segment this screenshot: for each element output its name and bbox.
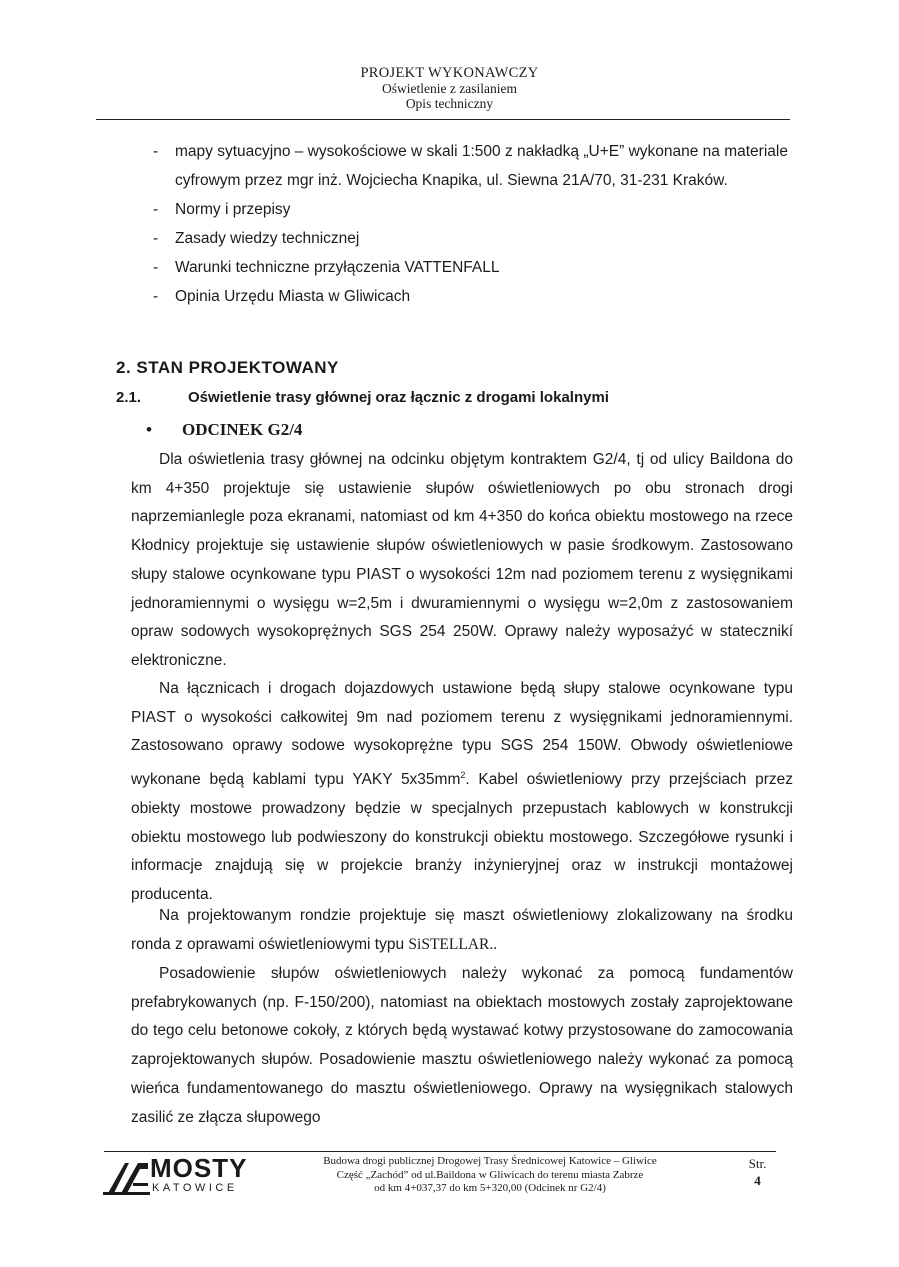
subsection-title: Oświetlenie trasy głównej oraz łącznic z drogami lokalnymi — [188, 389, 609, 406]
bullet-dot: • — [146, 420, 152, 439]
dash-marker: - — [153, 143, 159, 160]
dash-marker: - — [153, 230, 159, 247]
segment-heading — [146, 420, 302, 440]
footer-line: od km 4+037,37 do km 5+320,00 (Odcinek nr G2/4) — [374, 1182, 606, 1194]
footer-rule — [104, 1151, 776, 1152]
logo-city: KATOWICE — [152, 1182, 238, 1194]
paragraph-text: . Kabel oświetleniowy przy przejściach przez obiekty mostowe prowadzony będzie w specjalnych przepustach kablowych w konstrukcji obiektu mostowego lub podwieszony do konstrukcji obiektu mostowego. Szczegółowe rysunki i informacje znajdują się w projekcie branży inżynieryjnej oraz w instrukcji montażowej producenta. — [131, 771, 793, 904]
footer-line: Część „Zachód” od ul.Baildona w Gliwicach do terenu miasta Zabrze — [336, 1168, 644, 1181]
dash-marker: - — [153, 288, 159, 305]
header-subject: Oświetlenie z zasilaniem — [382, 81, 517, 96]
list-item-text: Warunki techniczne przyłączenia VATTENFALL — [175, 259, 500, 276]
list-item-text: Zasady wiedzy technicznej — [175, 230, 360, 247]
paragraph — [131, 960, 793, 1132]
subsection-heading — [116, 389, 609, 406]
product-name: SiSTELLAR.. — [408, 935, 498, 953]
dash-marker: - — [153, 259, 159, 276]
paragraph — [131, 446, 793, 676]
list-item — [150, 224, 790, 253]
page-label: Str. — [748, 1156, 767, 1171]
list-item — [150, 195, 790, 224]
list-item — [150, 282, 790, 311]
header-project: PROJEKT WYKONAWCZY — [360, 65, 539, 81]
page-number: 4 — [754, 1173, 761, 1188]
list-item-text: mapy sytuacyjno – wysokościowe w skali 1:500 z nakładką „U+E” wykonane na materiale cyfrowym przez mgr inż. Wojciecha Knapika, ul. Siewna 21A/70, 31-231 Kraków. — [175, 143, 788, 189]
paragraph-text: Na projektowanym rondzie projektuje się maszt oświetleniowy zlokalizowany na środku ronda z oprawami oświetleniowymi typu — [131, 907, 793, 953]
dash-marker: - — [153, 201, 159, 218]
paragraph-text: Posadowienie słupów oświetleniowych należy wykonać za pomocą fundamentów prefabrykowanych (np. F-150/200), natomiast na obiektach mostowych zostały zaprojektowane do tego celu betonowe cokoły, z których będą wystawać kotwy przystosowane do zamocowania zaprojektowanych słupów. Posadowienie masztu oświetleniowego należy wykonać za pomocą wieńca fundamentowanego do masztu oświetleniowego. Oprawy na wysięgnikach stalowych zasilić ze złącza słupowego — [131, 965, 793, 1126]
paragraph — [131, 675, 793, 910]
page-number-box — [735, 1155, 780, 1189]
list-item — [150, 137, 790, 195]
paragraph-text: Na łącznicach i drogach dojazdowych ustawione będą słupy stalowe ocynkowane typu PIAST o wysokości całkowitej 9m nad poziomem terenu z wysięgnikami jednoramiennymi. Zastosowano oprawy sodowe wysokoprężne typu SGS 254 150W. Obwody oświetleniowe wykonane będą kablami typu YAKY 5x35mm — [131, 680, 793, 789]
footer-line: Budowa drogi publicznej Drogowej Trasy Średnicowej Katowice – Gliwice — [323, 1155, 657, 1167]
subsection-number: 2.1. — [116, 389, 142, 406]
superscript: 2 — [460, 770, 466, 781]
footer-description — [290, 1155, 690, 1196]
header-doc-type: Opis techniczny — [405, 96, 494, 111]
list-item — [150, 253, 790, 282]
bullet-list — [150, 137, 790, 311]
section-heading: 2. STAN PROJEKTOWANY — [116, 358, 339, 377]
header-rule — [96, 119, 790, 120]
paragraph — [131, 902, 793, 959]
list-item-text: Opinia Urzędu Miasta w Gliwicach — [175, 288, 411, 305]
page-header — [0, 66, 899, 111]
list-item-text: Normy i przepisy — [175, 201, 291, 218]
paragraph-text: Dla oświetlenia trasy głównej na odcinku objętym kontraktem G2/4, tj od ulicy Baildona do km 4+350 projektuje się ustawienie słupów oświetleniowych po obu stronach drogi naprzemianlegle poza ekranami, natomiast od km 4+350 do końca obiektu mostowego na rzece Kłodnicy projektuje się ustawienie słupów oświetleniowych w pasie środkowym. Zastosowano słupy stalowe ocynkowane typu PIAST o wysokości 12m nad poziomem terenu z wysięgnikami jednoramiennymi o wysięgu w=2,5m i dwuramiennymi o wysięgu w=2,0m z zastosowaniem opraw sodowych wysokoprężnych SGS 254 250W. Oprawy należy wyposażyć w statecznikí elektroniczne. — [131, 451, 793, 669]
logo-name: MOSTY — [150, 1153, 248, 1183]
segment-title: ODCINEK G2/4 — [182, 420, 303, 439]
